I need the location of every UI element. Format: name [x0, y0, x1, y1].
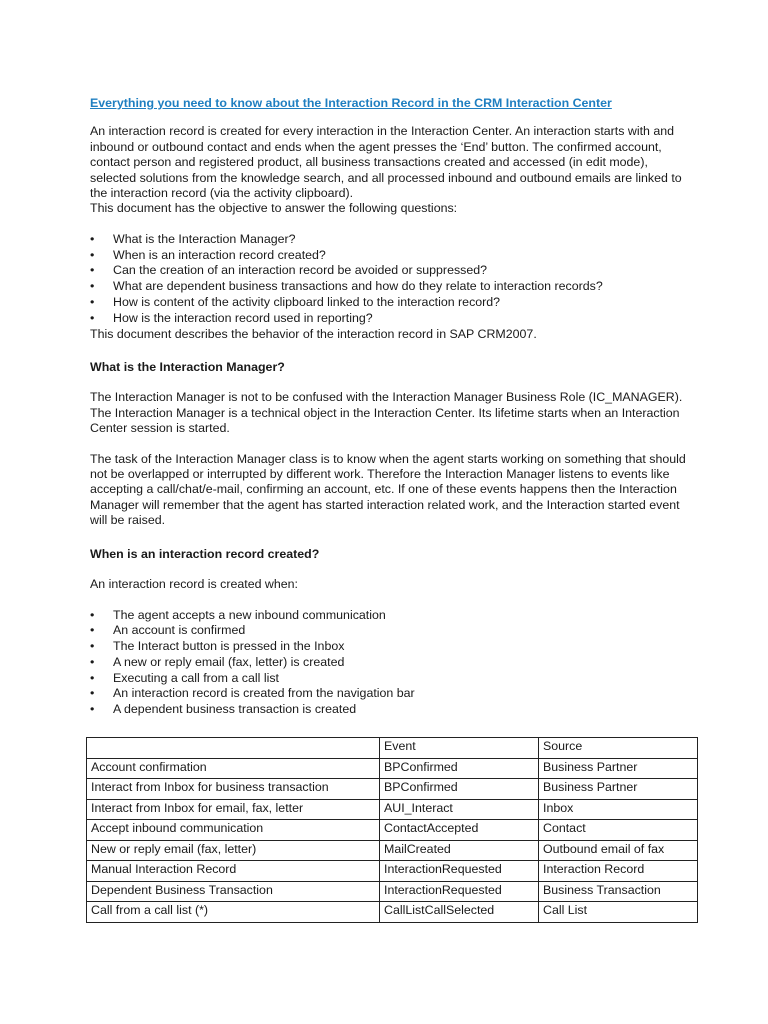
- describes-text: This document describes the behavior of the interaction record in SAP CRM2007.: [90, 326, 537, 341]
- table-cell: MailCreated: [380, 840, 539, 861]
- document-page: [90, 96, 690, 718]
- table-header-cell: [87, 738, 380, 759]
- table-cell: Dependent Business Transaction: [87, 881, 380, 902]
- table-cell: Business Partner: [539, 779, 698, 800]
- table-cell: Accept inbound communication: [87, 820, 380, 841]
- table-row: [87, 758, 698, 779]
- table-cell: Outbound email of fax: [539, 840, 698, 861]
- events-table: [86, 737, 698, 923]
- table-cell: Manual Interaction Record: [87, 861, 380, 882]
- table-cell: Business Partner: [539, 758, 698, 779]
- list-item: • A new or reply email (fax, letter) is created: [90, 655, 690, 671]
- table-row: [87, 820, 698, 841]
- table-row: [87, 902, 698, 923]
- list-item: • What are dependent business transactions and how do they relate to interaction records?: [90, 279, 690, 295]
- table-row: [87, 799, 698, 820]
- list-item: • The agent accepts a new inbound communication: [90, 608, 690, 624]
- table-cell: Interact from Inbox for email, fax, letter: [87, 799, 380, 820]
- list-item: • Can the creation of an interaction record be avoided or suppressed?: [90, 263, 690, 279]
- table-header-row: [87, 738, 698, 759]
- table-cell: Business Transaction: [539, 881, 698, 902]
- section1-paragraph-2: The task of the Interaction Manager class is to know when the agent starts working on something that should not be overlapped or interrupted by different work. Therefore the Interaction Manager listens to events like accepting a call/chat/e-mail, confirming an account, etc. If one of these events happens then the Interaction Manager will remember that the agent has started interaction related work, and the Interaction started event will be raised.: [90, 451, 686, 528]
- list-item: • How is the interaction record used in reporting?: [90, 311, 690, 327]
- list-item: • A dependent business transaction is created: [90, 702, 690, 718]
- table-header-cell: Event: [380, 738, 539, 759]
- table-cell: Call from a call list (*): [87, 902, 380, 923]
- table-row: [87, 881, 698, 902]
- list-item: • Executing a call from a call list: [90, 671, 690, 687]
- questions-list: [90, 232, 690, 327]
- list-item: • What is the Interaction Manager?: [90, 232, 690, 248]
- table-cell: CallListCallSelected: [380, 902, 539, 923]
- section1-paragraph-1: The Interaction Manager is not to be confused with the Interaction Manager Business Role (IC_MANAGER). The Interaction Manager is a technical object in the Interaction Center. Its lifetime starts when an Interaction Center session is started.: [90, 390, 683, 436]
- table-cell: AUI_Interact: [380, 799, 539, 820]
- intro-objective: This document has the objective to answer the following questions:: [90, 201, 458, 216]
- table-cell: Account confirmation: [87, 758, 380, 779]
- table-cell: BPConfirmed: [380, 779, 539, 800]
- list-item: • How is content of the activity clipboard linked to the interaction record?: [90, 295, 690, 311]
- table-row: [87, 779, 698, 800]
- table-cell: Interact from Inbox for business transaction: [87, 779, 380, 800]
- list-item: • When is an interaction record created?: [90, 248, 690, 264]
- document-title-link[interactable]: Everything you need to know about the Interaction Record in the CRM Interaction Center: [90, 96, 612, 110]
- section2-intro: An interaction record is created when:: [90, 577, 298, 592]
- intro-paragraph: An interaction record is created for every interaction in the Interaction Center. An interaction starts with and inbound or outbound contact and ends when the agent presses the ‘End’ button. The confirmed account, contact person and registered product, all business transactions created and accessed (in edit mode), selected solutions from the knowledge search, and all processed inbound and outbound emails are linked to the interaction record (via the activity clipboard).: [90, 124, 682, 201]
- table-cell: InteractionRequested: [380, 881, 539, 902]
- list-item: • An account is confirmed: [90, 623, 690, 639]
- section-heading-interaction-manager: What is the Interaction Manager?: [90, 360, 285, 375]
- table-cell: BPConfirmed: [380, 758, 539, 779]
- table-row: [87, 861, 698, 882]
- table-row: [87, 840, 698, 861]
- table-cell: Contact: [539, 820, 698, 841]
- creation-conditions-list: [90, 608, 690, 719]
- section-heading-record-created: When is an interaction record created?: [90, 546, 320, 561]
- table-cell: InteractionRequested: [380, 861, 539, 882]
- table-cell: Inbox: [539, 799, 698, 820]
- list-item: • An interaction record is created from the navigation bar: [90, 686, 690, 702]
- table-cell: Call List: [539, 902, 698, 923]
- table-cell: ContactAccepted: [380, 820, 539, 841]
- table-cell: New or reply email (fax, letter): [87, 840, 380, 861]
- table-cell: Interaction Record: [539, 861, 698, 882]
- list-item: • The Interact button is pressed in the Inbox: [90, 639, 690, 655]
- table-header-cell: Source: [539, 738, 698, 759]
